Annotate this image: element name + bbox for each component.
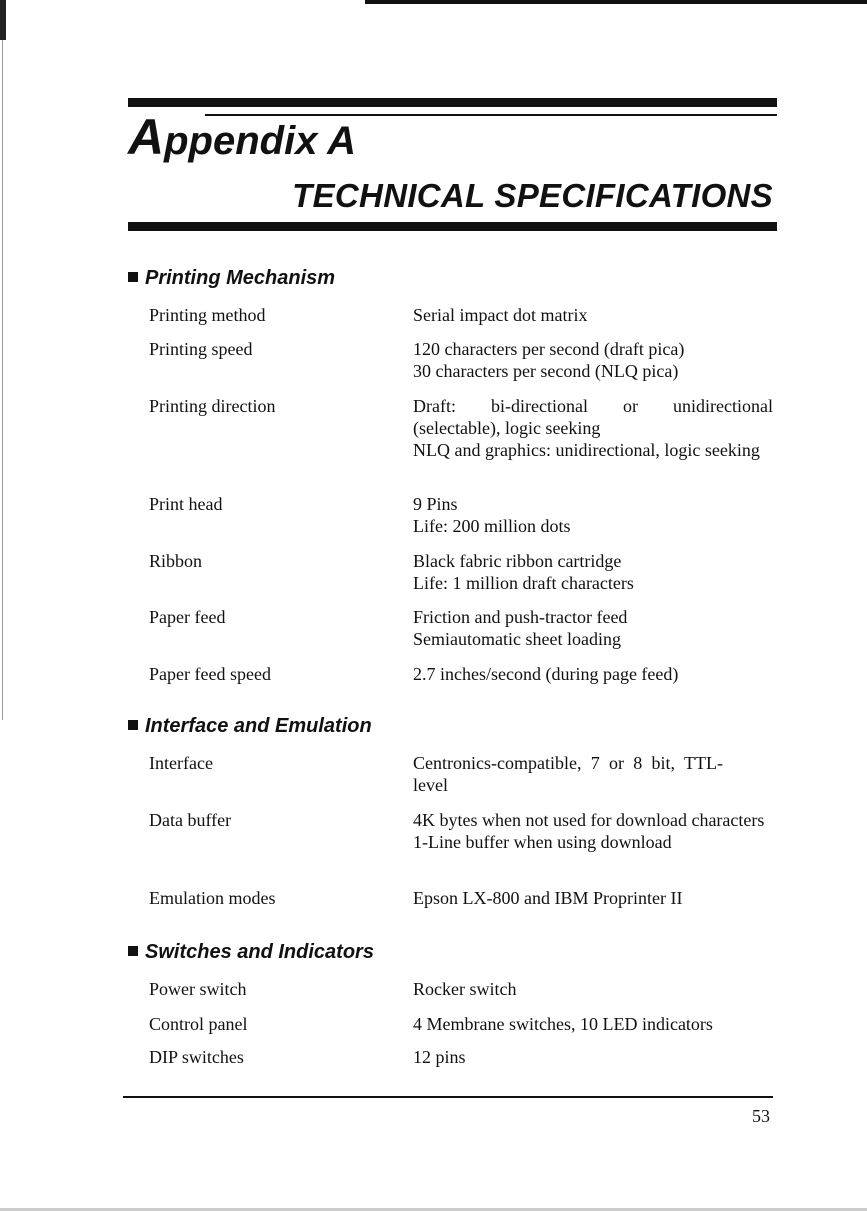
spec-label: Emulation modes: [149, 888, 276, 908]
section-heading-printing-mechanism: Printing Mechanism: [128, 268, 335, 288]
section-heading-interface-emulation: Interface and Emulation: [128, 716, 372, 736]
spec-label: DIP switches: [149, 1047, 244, 1067]
bullet-square-icon: [128, 720, 138, 730]
spec-label: Print head: [149, 494, 223, 514]
spec-value: 2.7 inches/second (during page feed): [413, 664, 679, 684]
spec-value: 120 characters per second (draft pica) 30 characters per second (NLQ pica): [413, 339, 685, 381]
bullet-square-icon: [128, 946, 138, 956]
spec-label: Interface: [149, 753, 213, 773]
spec-value: Draft: bi-directional or unidirectional (selectable), logic seeking NLQ and graphics: unidirectional, logic seeking: [413, 396, 773, 460]
spec-value: Rocker switch: [413, 979, 517, 999]
spec-value: Centronics-compatible, 7 or 8 bit, TTL-level: [413, 753, 723, 795]
scan-edge-line: [2, 40, 3, 720]
spec-label: Control panel: [149, 1014, 248, 1034]
spec-label: Printing method: [149, 305, 266, 325]
scan-edge: [0, 0, 6, 760]
spec-label: Printing direction: [149, 396, 276, 416]
header-thick-rule: [128, 98, 777, 107]
spec-value: 4 Membrane switches, 10 LED indicators: [413, 1014, 713, 1034]
spec-value: 9 Pins Life: 200 million dots: [413, 494, 571, 536]
spec-label: Power switch: [149, 979, 247, 999]
spec-label: Ribbon: [149, 551, 203, 571]
page-number: 53: [752, 1106, 770, 1126]
spec-label: Paper feed: [149, 607, 226, 627]
spec-label: Paper feed speed: [149, 664, 271, 684]
title-underline-rule: [128, 222, 777, 231]
spec-value: Serial impact dot matrix: [413, 305, 588, 325]
footer-rule: [123, 1096, 773, 1098]
page-title: TECHNICAL SPECIFICATIONS: [292, 177, 773, 214]
spec-value: 12 pins: [413, 1047, 466, 1067]
spec-label: Data buffer: [149, 810, 232, 830]
spec-value: Black fabric ribbon cartridge Life: 1 million draft characters: [413, 551, 634, 593]
spec-label: Printing speed: [149, 339, 253, 359]
spec-value: Epson LX-800 and IBM Proprinter II: [413, 888, 683, 908]
section-heading-switches-indicators: Switches and Indicators: [128, 942, 374, 962]
top-rule: [365, 0, 867, 4]
spec-value: Friction and push-tractor feed Semiautomatic sheet loading: [413, 607, 628, 649]
spec-value: 4K bytes when not used for download characters 1-Line buffer when using download: [413, 810, 765, 852]
appendix-title: Appendix A: [128, 109, 356, 165]
bullet-square-icon: [128, 272, 138, 282]
